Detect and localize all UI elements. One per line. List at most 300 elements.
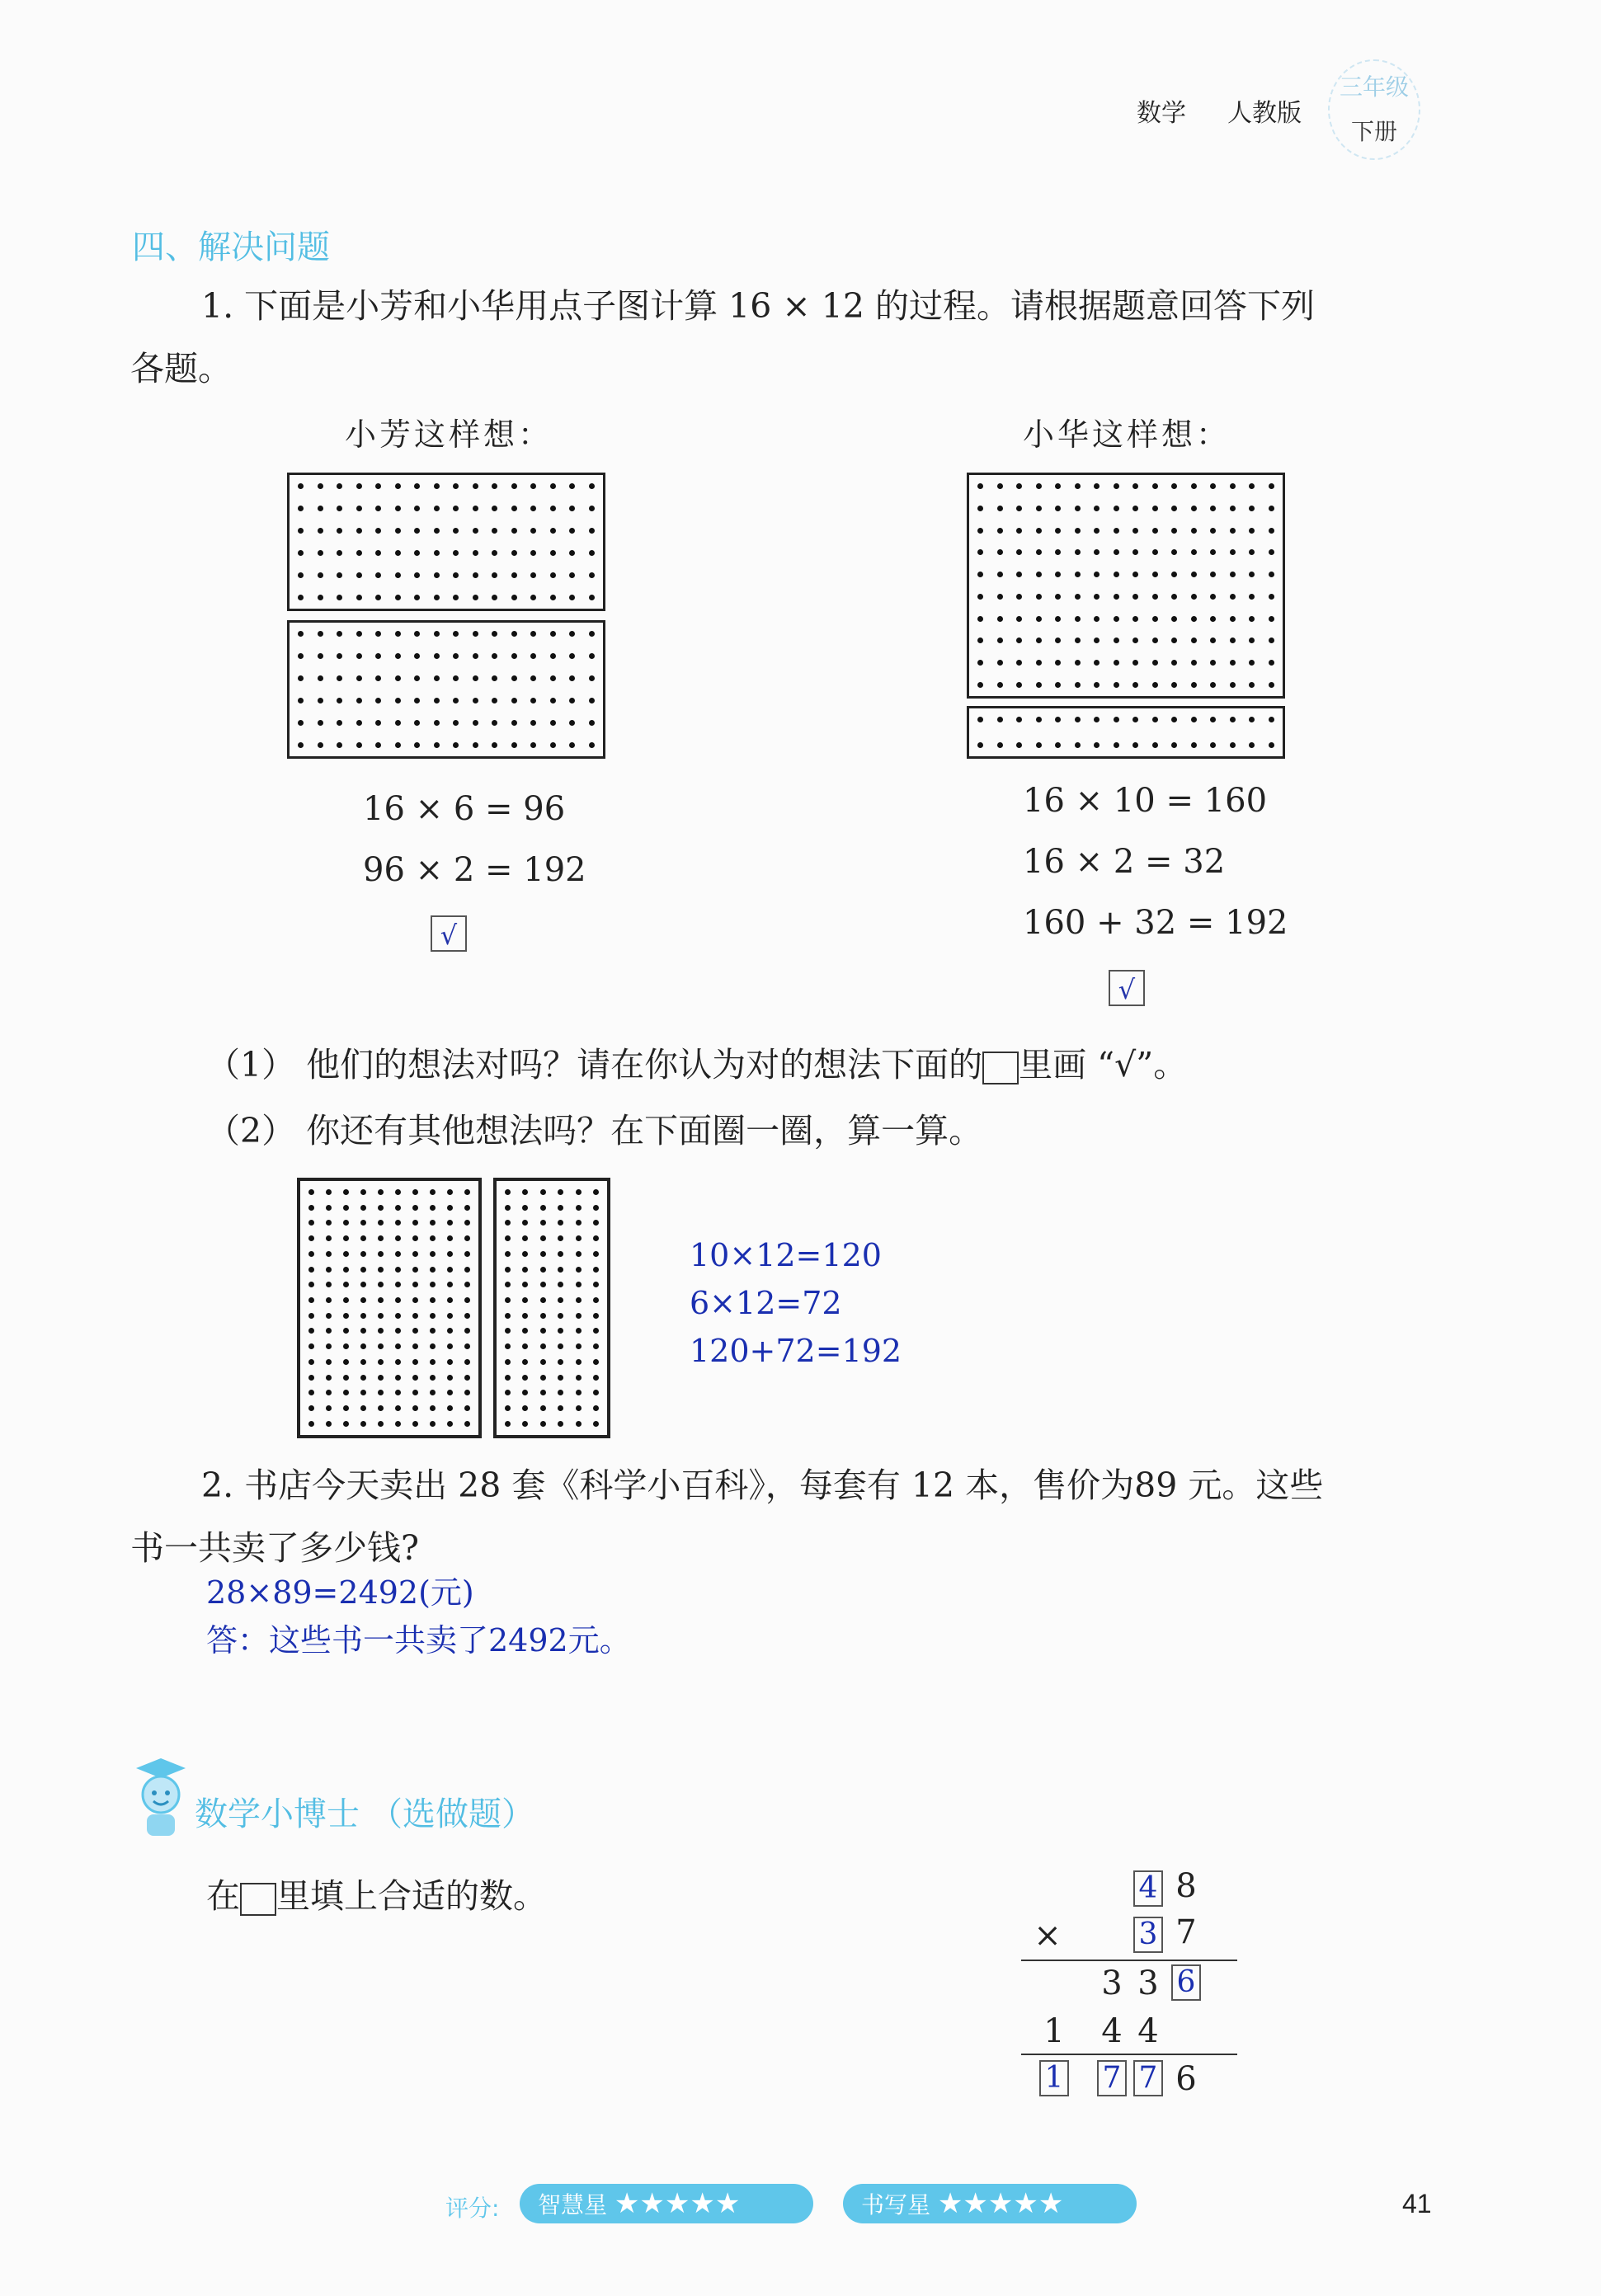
dot <box>434 550 440 556</box>
dot <box>337 720 342 726</box>
dot <box>1055 483 1061 489</box>
dot <box>464 1405 470 1411</box>
dot <box>434 483 440 489</box>
mult-r2-digit1[interactable]: 3 <box>1133 1917 1163 1953</box>
dot <box>576 1220 582 1226</box>
dot <box>1075 594 1081 600</box>
dot <box>434 720 440 726</box>
dot <box>1152 742 1158 748</box>
dot <box>1152 660 1158 666</box>
dot <box>1016 549 1022 555</box>
dot <box>593 1375 599 1381</box>
dot <box>1055 594 1061 600</box>
writing-stars-icon[interactable]: ★★★★★ <box>937 2187 1064 2220</box>
dot <box>395 1189 401 1195</box>
dot <box>1249 594 1255 600</box>
dot <box>1249 528 1255 534</box>
dot <box>1055 742 1061 748</box>
dot <box>1132 549 1138 555</box>
dot <box>378 1328 384 1334</box>
mult-res-digit1[interactable]: 1 <box>1039 2060 1069 2096</box>
mult-res-digit2[interactable]: 7 <box>1097 2060 1127 2096</box>
dot <box>1171 682 1177 688</box>
dot <box>326 1405 332 1411</box>
dot <box>356 550 362 556</box>
dot <box>337 595 342 600</box>
q1-sub1-text-a: （1） 他们的想法对吗？请在你认为对的想法下面的 <box>206 1045 983 1084</box>
dot <box>453 595 459 600</box>
dot <box>412 1375 418 1381</box>
mult-r2-digit2: 7 <box>1175 1913 1197 1951</box>
q1-sub1 <box>206 1033 1187 1097</box>
dot <box>453 550 459 556</box>
dot <box>492 506 497 511</box>
dot <box>395 720 401 726</box>
dot <box>1269 549 1274 555</box>
mult-r1-digit1[interactable]: 4 <box>1133 1870 1163 1907</box>
dot <box>540 1205 546 1211</box>
xiaofang-label: 小芳这样想： <box>345 416 553 453</box>
dot <box>558 1205 563 1211</box>
dot <box>473 675 478 681</box>
dot <box>593 1359 599 1365</box>
dot <box>343 1251 349 1257</box>
dot <box>1114 506 1119 511</box>
xiaohua-eq1: 16 × 10 = 160 <box>1023 782 1268 820</box>
dot <box>558 1235 563 1241</box>
dot <box>1152 682 1158 688</box>
dot <box>1016 483 1022 489</box>
dot <box>505 1267 511 1273</box>
dot <box>395 1405 401 1411</box>
dot <box>1132 742 1138 748</box>
dot <box>1094 616 1100 622</box>
dot <box>492 595 497 600</box>
dot <box>1210 717 1216 722</box>
dot <box>550 595 556 600</box>
dot <box>540 1189 546 1195</box>
dot <box>473 506 478 511</box>
dot <box>505 1390 511 1395</box>
dot <box>464 1375 470 1381</box>
dot <box>492 572 497 578</box>
dot <box>593 1189 599 1195</box>
dot <box>492 698 497 703</box>
dot <box>326 1390 332 1395</box>
dot <box>430 1405 436 1411</box>
dot <box>1114 682 1119 688</box>
dot <box>1230 572 1236 577</box>
dot <box>1016 506 1022 511</box>
dot <box>550 720 556 726</box>
dot <box>412 1343 418 1349</box>
dot <box>473 572 478 578</box>
q1-sub1-text-b: 里画 “√”。 <box>1019 1045 1188 1084</box>
dot <box>1094 742 1100 748</box>
dot <box>977 506 983 511</box>
dot <box>378 1235 384 1241</box>
dot <box>343 1359 349 1365</box>
dot <box>522 1359 528 1365</box>
dot <box>298 550 304 556</box>
dot <box>1152 572 1158 577</box>
dot <box>447 1220 453 1226</box>
xiaohua-eq2: 16 × 2 = 32 <box>1023 843 1226 881</box>
dot <box>375 595 381 600</box>
dot <box>1210 594 1216 600</box>
dot <box>550 742 556 748</box>
dot <box>1249 572 1255 577</box>
dot <box>1132 483 1138 489</box>
dot <box>395 1282 401 1287</box>
dot <box>569 572 575 578</box>
dot <box>492 483 497 489</box>
dot <box>511 720 517 726</box>
dot <box>430 1251 436 1257</box>
dot <box>530 595 536 600</box>
dot <box>1075 572 1081 577</box>
dot <box>511 698 517 703</box>
dot <box>1152 616 1158 622</box>
dot <box>550 528 556 534</box>
mult-p1-digit1: 3 <box>1101 1964 1123 2002</box>
dot <box>593 1220 599 1226</box>
dot <box>1269 638 1274 643</box>
inline-blank-box <box>240 1883 276 1916</box>
dot <box>569 653 575 659</box>
dot <box>589 528 595 534</box>
dot <box>326 1359 332 1365</box>
dot <box>576 1405 582 1411</box>
dot <box>558 1251 563 1257</box>
dot <box>589 483 595 489</box>
dot <box>540 1359 546 1365</box>
dot <box>522 1375 528 1381</box>
dot <box>395 528 401 534</box>
dot <box>356 528 362 534</box>
dot <box>540 1251 546 1257</box>
dot <box>447 1405 453 1411</box>
dot <box>1171 483 1177 489</box>
dot <box>1055 717 1061 722</box>
dot <box>540 1267 546 1273</box>
dot <box>395 1328 401 1334</box>
grade-badge <box>1328 59 1420 160</box>
dot <box>375 720 381 726</box>
dot <box>558 1328 563 1334</box>
dot <box>308 1313 314 1319</box>
dot <box>343 1235 349 1241</box>
dot <box>414 572 420 578</box>
dot <box>1249 483 1255 489</box>
dot <box>395 1343 401 1349</box>
dot <box>298 506 304 511</box>
dot <box>558 1405 563 1411</box>
dot <box>522 1220 528 1226</box>
dot <box>378 1359 384 1365</box>
q1-intro-line1: 1. 下面是小芳和小华用点子图计算 16 × 12 的过程。请根据题意回答下列 <box>201 286 1315 326</box>
dot <box>430 1220 436 1226</box>
dot <box>464 1251 470 1257</box>
dot <box>1114 638 1119 643</box>
dot <box>550 653 556 659</box>
dot <box>997 528 1003 534</box>
dot <box>434 631 440 637</box>
grade-label: 三年级 <box>1339 73 1409 101</box>
dot <box>337 742 342 748</box>
dot <box>395 1390 401 1395</box>
dot <box>1191 717 1197 722</box>
dot <box>505 1375 511 1381</box>
dot <box>558 1313 563 1319</box>
score-label: 评分: <box>445 2195 500 2222</box>
dot <box>492 675 497 681</box>
dot <box>1055 549 1061 555</box>
dot <box>395 1297 401 1303</box>
dot <box>395 1205 401 1211</box>
dot <box>360 1390 366 1395</box>
dot <box>550 483 556 489</box>
dot <box>1249 616 1255 622</box>
dot <box>1210 572 1216 577</box>
dot <box>569 720 575 726</box>
mult-res-digit3[interactable]: 7 <box>1133 2060 1163 2096</box>
dot <box>1171 660 1177 666</box>
dot <box>576 1251 582 1257</box>
dot <box>997 660 1003 666</box>
dot <box>395 1251 401 1257</box>
writing-star-bar <box>843 2184 1137 2223</box>
dot <box>1171 528 1177 534</box>
dot <box>375 550 381 556</box>
dot <box>1055 682 1061 688</box>
dot <box>298 742 304 748</box>
dot <box>375 572 381 578</box>
dot <box>395 742 401 748</box>
dot <box>593 1313 599 1319</box>
dot <box>360 1328 366 1334</box>
dot <box>977 528 983 534</box>
dot <box>464 1390 470 1395</box>
dot <box>1249 717 1255 722</box>
dot <box>434 653 440 659</box>
dot <box>505 1359 511 1365</box>
dot <box>343 1421 349 1427</box>
dot <box>1171 572 1177 577</box>
dot <box>558 1282 563 1287</box>
dot <box>447 1390 453 1395</box>
dot <box>337 653 342 659</box>
dot <box>1075 717 1081 722</box>
dot <box>318 653 323 659</box>
dot <box>1094 682 1100 688</box>
dot <box>434 742 440 748</box>
dot <box>1230 483 1236 489</box>
dot <box>540 1375 546 1381</box>
dot <box>558 1359 563 1365</box>
dot <box>1075 660 1081 666</box>
my-dot-grid-left[interactable] <box>297 1178 482 1438</box>
dot <box>505 1235 511 1241</box>
dot <box>511 631 517 637</box>
dot <box>395 653 401 659</box>
dot <box>522 1328 528 1334</box>
dot <box>1171 506 1177 511</box>
dot <box>1230 742 1236 748</box>
dot <box>511 742 517 748</box>
dot <box>1171 616 1177 622</box>
dot <box>1036 549 1042 555</box>
dot <box>1171 742 1177 748</box>
dot <box>318 675 323 681</box>
my-dot-grid-right[interactable] <box>493 1178 610 1438</box>
dot <box>522 1297 528 1303</box>
dot <box>378 1421 384 1427</box>
dot <box>589 595 595 600</box>
dot <box>464 1313 470 1319</box>
dot <box>593 1282 599 1287</box>
dot <box>589 550 595 556</box>
dot <box>1016 528 1022 534</box>
dot <box>558 1343 563 1349</box>
dot <box>308 1405 314 1411</box>
dot <box>540 1421 546 1427</box>
dot <box>447 1313 453 1319</box>
dot <box>412 1328 418 1334</box>
dot <box>343 1267 349 1273</box>
dot <box>1152 717 1158 722</box>
dot <box>589 742 595 748</box>
wisdom-stars-icon[interactable]: ★★★★★ <box>614 2187 741 2220</box>
dot <box>343 1405 349 1411</box>
dot <box>1055 572 1061 577</box>
dot <box>1269 594 1274 600</box>
dot <box>395 1359 401 1365</box>
dot <box>1036 682 1042 688</box>
dot <box>360 1251 366 1257</box>
dot <box>1094 572 1100 577</box>
inline-answer-box <box>982 1052 1019 1084</box>
dot <box>356 572 362 578</box>
dot <box>558 1421 563 1427</box>
dot <box>1016 742 1022 748</box>
dot <box>434 572 440 578</box>
dot <box>414 528 420 534</box>
dot <box>318 698 323 703</box>
dot <box>1210 506 1216 511</box>
dot <box>522 1251 528 1257</box>
dot <box>593 1297 599 1303</box>
dot <box>1132 594 1138 600</box>
section-title: 四、解决问题 <box>132 228 330 266</box>
dot <box>447 1282 453 1287</box>
xiaohua-check-box[interactable]: √ <box>1109 970 1145 1006</box>
dot <box>308 1251 314 1257</box>
dot <box>977 549 983 555</box>
dot <box>593 1267 599 1273</box>
dot <box>1171 717 1177 722</box>
dot <box>576 1328 582 1334</box>
dot <box>1036 483 1042 489</box>
dot <box>505 1328 511 1334</box>
xiaofang-check-box[interactable]: √ <box>431 915 467 952</box>
dot <box>576 1297 582 1303</box>
dot <box>977 616 983 622</box>
dot <box>505 1205 511 1211</box>
dot <box>1210 483 1216 489</box>
dot <box>308 1421 314 1427</box>
dot <box>430 1421 436 1427</box>
dot <box>308 1235 314 1241</box>
dot <box>505 1297 511 1303</box>
dot <box>326 1189 332 1195</box>
wisdom-star-label: 智慧星 <box>538 2191 608 2218</box>
dot <box>1114 717 1119 722</box>
dot <box>356 483 362 489</box>
dot <box>540 1282 546 1287</box>
dot <box>540 1328 546 1334</box>
dot <box>356 675 362 681</box>
dot <box>511 653 517 659</box>
dot <box>414 698 420 703</box>
dot <box>1230 616 1236 622</box>
dot <box>1230 506 1236 511</box>
dot <box>430 1205 436 1211</box>
dot <box>1152 594 1158 600</box>
mult-line-2 <box>1021 2054 1237 2055</box>
dot <box>298 572 304 578</box>
xiaohua-dot-grid-bottom <box>967 706 1285 759</box>
dot <box>1094 506 1100 511</box>
dot <box>1036 616 1042 622</box>
dot <box>569 483 575 489</box>
dot <box>511 550 517 556</box>
dot <box>511 675 517 681</box>
dot <box>492 631 497 637</box>
dot <box>343 1343 349 1349</box>
dot <box>434 528 440 534</box>
dot <box>530 550 536 556</box>
my-answer-line3: 120+72=192 <box>690 1333 902 1369</box>
dot <box>530 720 536 726</box>
dot <box>505 1405 511 1411</box>
dot <box>1036 717 1042 722</box>
dot <box>447 1421 453 1427</box>
dot <box>558 1267 563 1273</box>
mult-p1-digit3[interactable]: 6 <box>1171 1964 1201 2001</box>
dot <box>997 717 1003 722</box>
dot <box>412 1282 418 1287</box>
dot <box>1249 638 1255 643</box>
dot <box>412 1313 418 1319</box>
mult-operator: × <box>1034 1917 1062 1955</box>
dot <box>1191 549 1197 555</box>
dot <box>1114 660 1119 666</box>
dot <box>318 572 323 578</box>
dot <box>558 1390 563 1395</box>
dot <box>522 1313 528 1319</box>
dot <box>1114 594 1119 600</box>
dot <box>589 506 595 511</box>
dot <box>343 1375 349 1381</box>
dot <box>453 675 459 681</box>
dot <box>1191 682 1197 688</box>
dot <box>1191 528 1197 534</box>
dot <box>414 506 420 511</box>
dot <box>1269 717 1274 722</box>
dot <box>414 720 420 726</box>
xiaohua-eq3: 160 + 32 = 192 <box>1023 904 1288 942</box>
